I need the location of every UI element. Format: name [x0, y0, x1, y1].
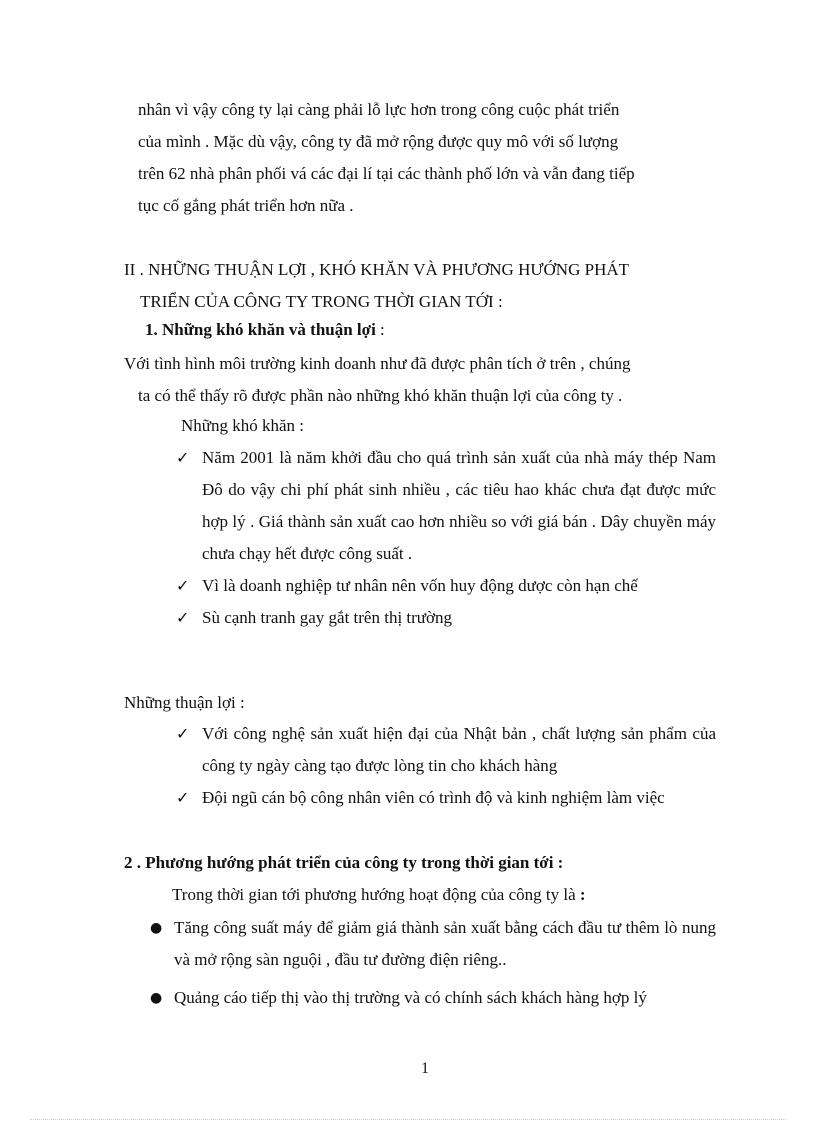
list-item-text: Đội ngũ cán bộ công nhân viên có trình độ và kinh nghiệm làm việc	[202, 788, 665, 807]
page-bottom-rule	[30, 1119, 786, 1120]
direction-lead	[172, 883, 586, 907]
subheading-difficulties-advantages	[145, 318, 385, 342]
list-item-text: Vì là doanh nghiệp tư nhân nên vốn huy động dược còn hạn chế	[202, 576, 638, 595]
bullet-icon: ●	[150, 920, 163, 936]
advantages-list	[176, 718, 716, 814]
list-item-text: Sù cạnh tranh gay gắt trên thị trường	[202, 608, 453, 627]
list-item-text: Quảng cáo tiếp thị vào thị trường và có chính sách khách hàng hợp lý	[174, 988, 647, 1007]
advantages-label: Những thuận lợi :	[124, 693, 245, 712]
list-item	[176, 718, 716, 782]
list-item	[176, 602, 716, 634]
list-item	[150, 982, 716, 1014]
intro-line1: Với tình hình môi trường kinh doanh như đã được phân tích ở trên , chúng	[124, 354, 631, 373]
intro-paragraph	[124, 348, 724, 412]
direction-lead-text: Trong thời gian tới phương hướng hoạt động của công ty là	[172, 885, 576, 904]
list-item	[176, 570, 716, 602]
subheading-direction: 2 . Phương hướng phát triển của công ty trong thời gian tới :	[124, 853, 564, 872]
section-heading-line2: TRIỂN CỦA CÔNG TY TRONG THỜI GIAN TỚI :	[140, 292, 503, 311]
paragraph-line: của mình . Mặc dù vậy, công ty đã mở rộng được quy mô với số lượng	[138, 132, 619, 151]
check-icon: ✓	[176, 788, 190, 807]
page-number: 1	[421, 1060, 429, 1077]
bullet-icon: ●	[150, 990, 163, 1006]
subheading-bold: 1. Những khó khăn và thuận lợi	[145, 320, 376, 339]
list-item	[176, 442, 716, 570]
section-heading-line1: II . NHỮNG THUẬN LỢI , KHÓ KHĂN VÀ PHƯƠNG HƯỚNG PHÁT	[124, 260, 630, 279]
direction-lead-tail: :	[575, 885, 586, 904]
direction-list	[150, 912, 716, 1014]
list-item	[176, 782, 716, 814]
intro-line2: ta có thể thấy rõ được phần nào những khó khăn thuận lợi của công ty .	[138, 386, 623, 405]
list-item-text: Năm 2001 là năm khởi đầu cho quá trình sản xuất của nhà máy thép Nam Đô do vậy chi phí phát sinh nhiều , các tiêu hao khác chưa đạt được mức hợp lý . Giá thành sản xuất cao hơn nhiều so với giá bán . Dây chuyền máy chưa chạy hết được công suất .	[202, 448, 716, 563]
paragraph-line: tục cố gắng phát triển hơn nữa .	[138, 196, 354, 215]
difficulties-list	[176, 442, 716, 634]
opening-paragraph	[138, 94, 712, 222]
check-icon: ✓	[176, 724, 190, 743]
paragraph-line: nhân vì vậy công ty lại càng phải lỗ lực hơn trong công cuộc phát triển	[138, 100, 620, 119]
subheading-tail: :	[375, 320, 385, 339]
difficulties-label: Những khó khăn :	[181, 416, 305, 435]
paragraph-line: trên 62 nhà phân phối vá các đại lí tại các thành phố lớn và vẫn đang tiếp	[138, 164, 635, 183]
list-item-text: Tăng công suất máy để giảm giá thành sản xuất bằng cách đầu tư thêm lò nung và mở rộng sàn nguội , đầu tư đường điện riêng..	[174, 918, 716, 969]
check-icon: ✓	[176, 576, 190, 595]
check-icon: ✓	[176, 608, 190, 627]
list-item-text: Với công nghệ sản xuất hiện đại của Nhật bản , chất lượng sản phẩm của công ty ngày càng tạo được lòng tin cho khách hàng	[202, 724, 716, 775]
list-item	[150, 912, 716, 976]
check-icon: ✓	[176, 448, 190, 467]
section-heading	[124, 254, 724, 318]
